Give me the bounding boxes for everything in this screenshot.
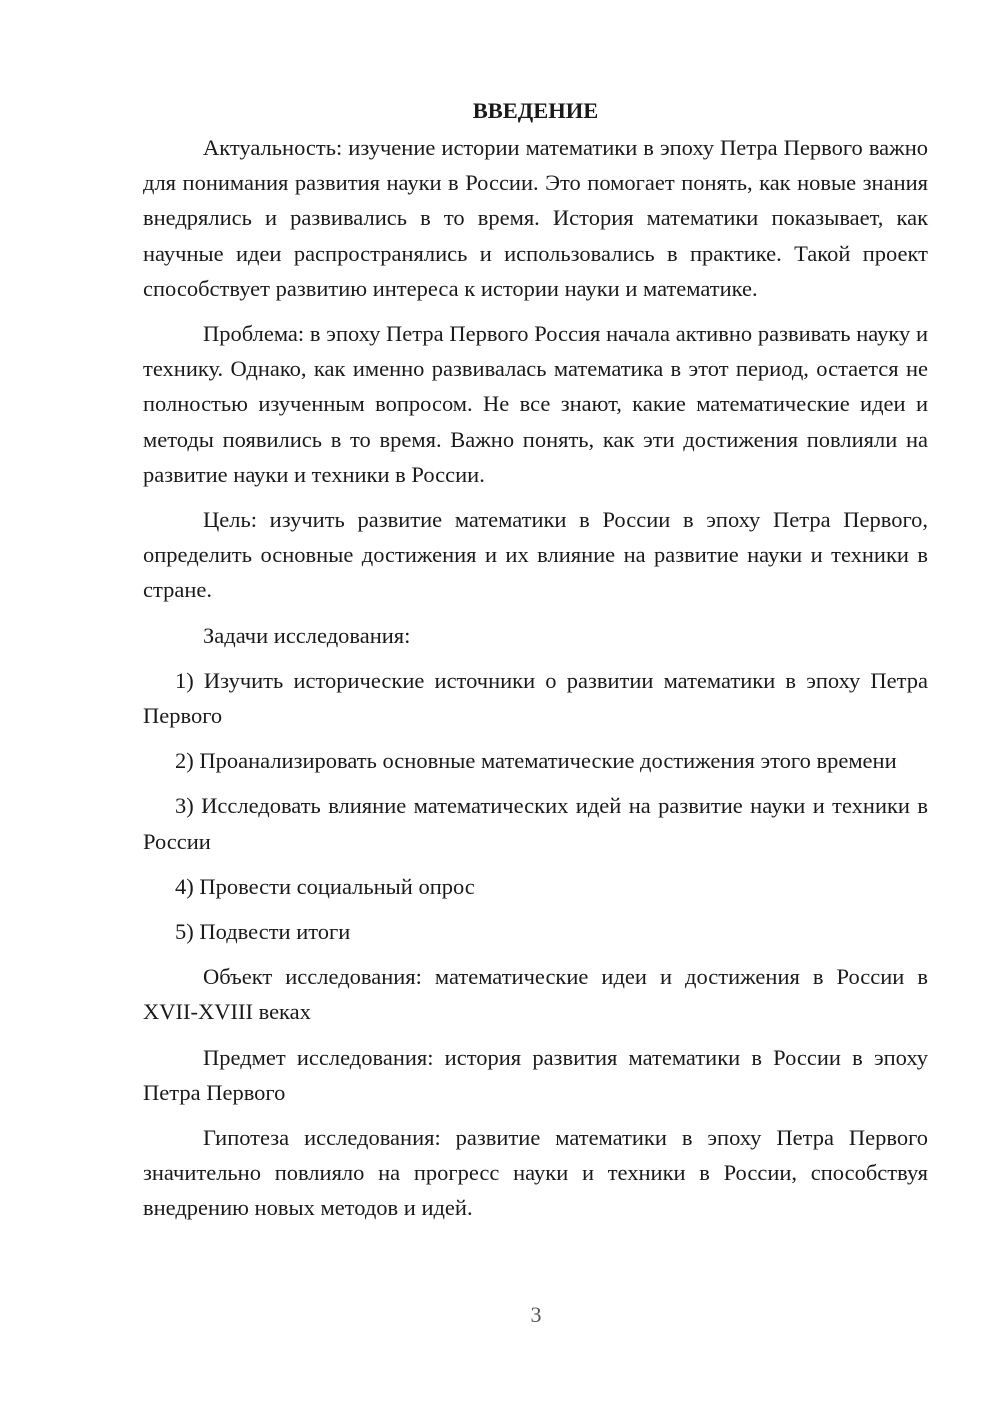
section-heading: ВВЕДЕНИЕ	[472, 98, 599, 123]
spacer	[143, 1030, 928, 1040]
task-item: 3) Исследовать влияние математических идей на развитие науки и техники в России	[143, 793, 928, 854]
subject-paragraph: Предмет исследования: история развития математики в России в эпоху Петра Первого	[143, 1044, 928, 1105]
spacer	[143, 904, 928, 914]
spacer	[143, 653, 928, 663]
hypothesis-paragraph: Гипотеза исследования: развитие математики в эпоху Петра Первого значительно повлияло на прогресс науки и техники в России, способствуя внедрению новых методов и идей.	[143, 1125, 928, 1221]
spacer	[143, 949, 928, 959]
spacer	[143, 1110, 928, 1120]
spacer	[143, 859, 928, 869]
spacer	[143, 778, 928, 788]
object-paragraph: Объект исследования: математические идеи и достижения в России в XVII-XVIII веках	[143, 964, 928, 1025]
task-item: 2) Проанализировать основные математические достижения этого времени	[175, 748, 897, 774]
spacer	[143, 733, 928, 743]
tasks-heading: Задачи исследования:	[203, 622, 411, 648]
problem-paragraph: Проблема: в эпоху Петра Первого Россия начала активно развивать науку и технику. Однако, как именно развивалась математика в этот период, остается не полностью изученным вопросом. Не все знают, какие математические идеи и методы появились в то время. Важно понять, как эти достижения повлияли на развитие науки и техники в России.	[143, 321, 928, 487]
task-item: 5) Подвести итоги	[175, 919, 351, 945]
task-item: 4) Провести социальный опрос	[175, 873, 475, 899]
actuality-paragraph: Актуальность: изучение истории математики в эпоху Петра Первого важно для понимания развития науки в России. Это помогает понять, как новые знания внедрялись и развивались в то время. История математики показывает, как научные идеи распространялись и использовались в практике. Такой проект способствует развитию интереса к истории науки и математике.	[143, 135, 928, 301]
page-number: 3	[530, 1302, 542, 1327]
goal-paragraph: Цель: изучить развитие математики в России в эпоху Петра Первого, определить основные достижения и их влияние на развитие науки и техники в стране.	[143, 507, 928, 603]
spacer	[143, 492, 928, 502]
document-page	[143, 92, 928, 1226]
spacer	[143, 608, 928, 618]
task-item: 1) Изучить исторические источники о развитии математики в эпоху Петра Первого	[143, 667, 928, 729]
spacer	[143, 306, 928, 316]
